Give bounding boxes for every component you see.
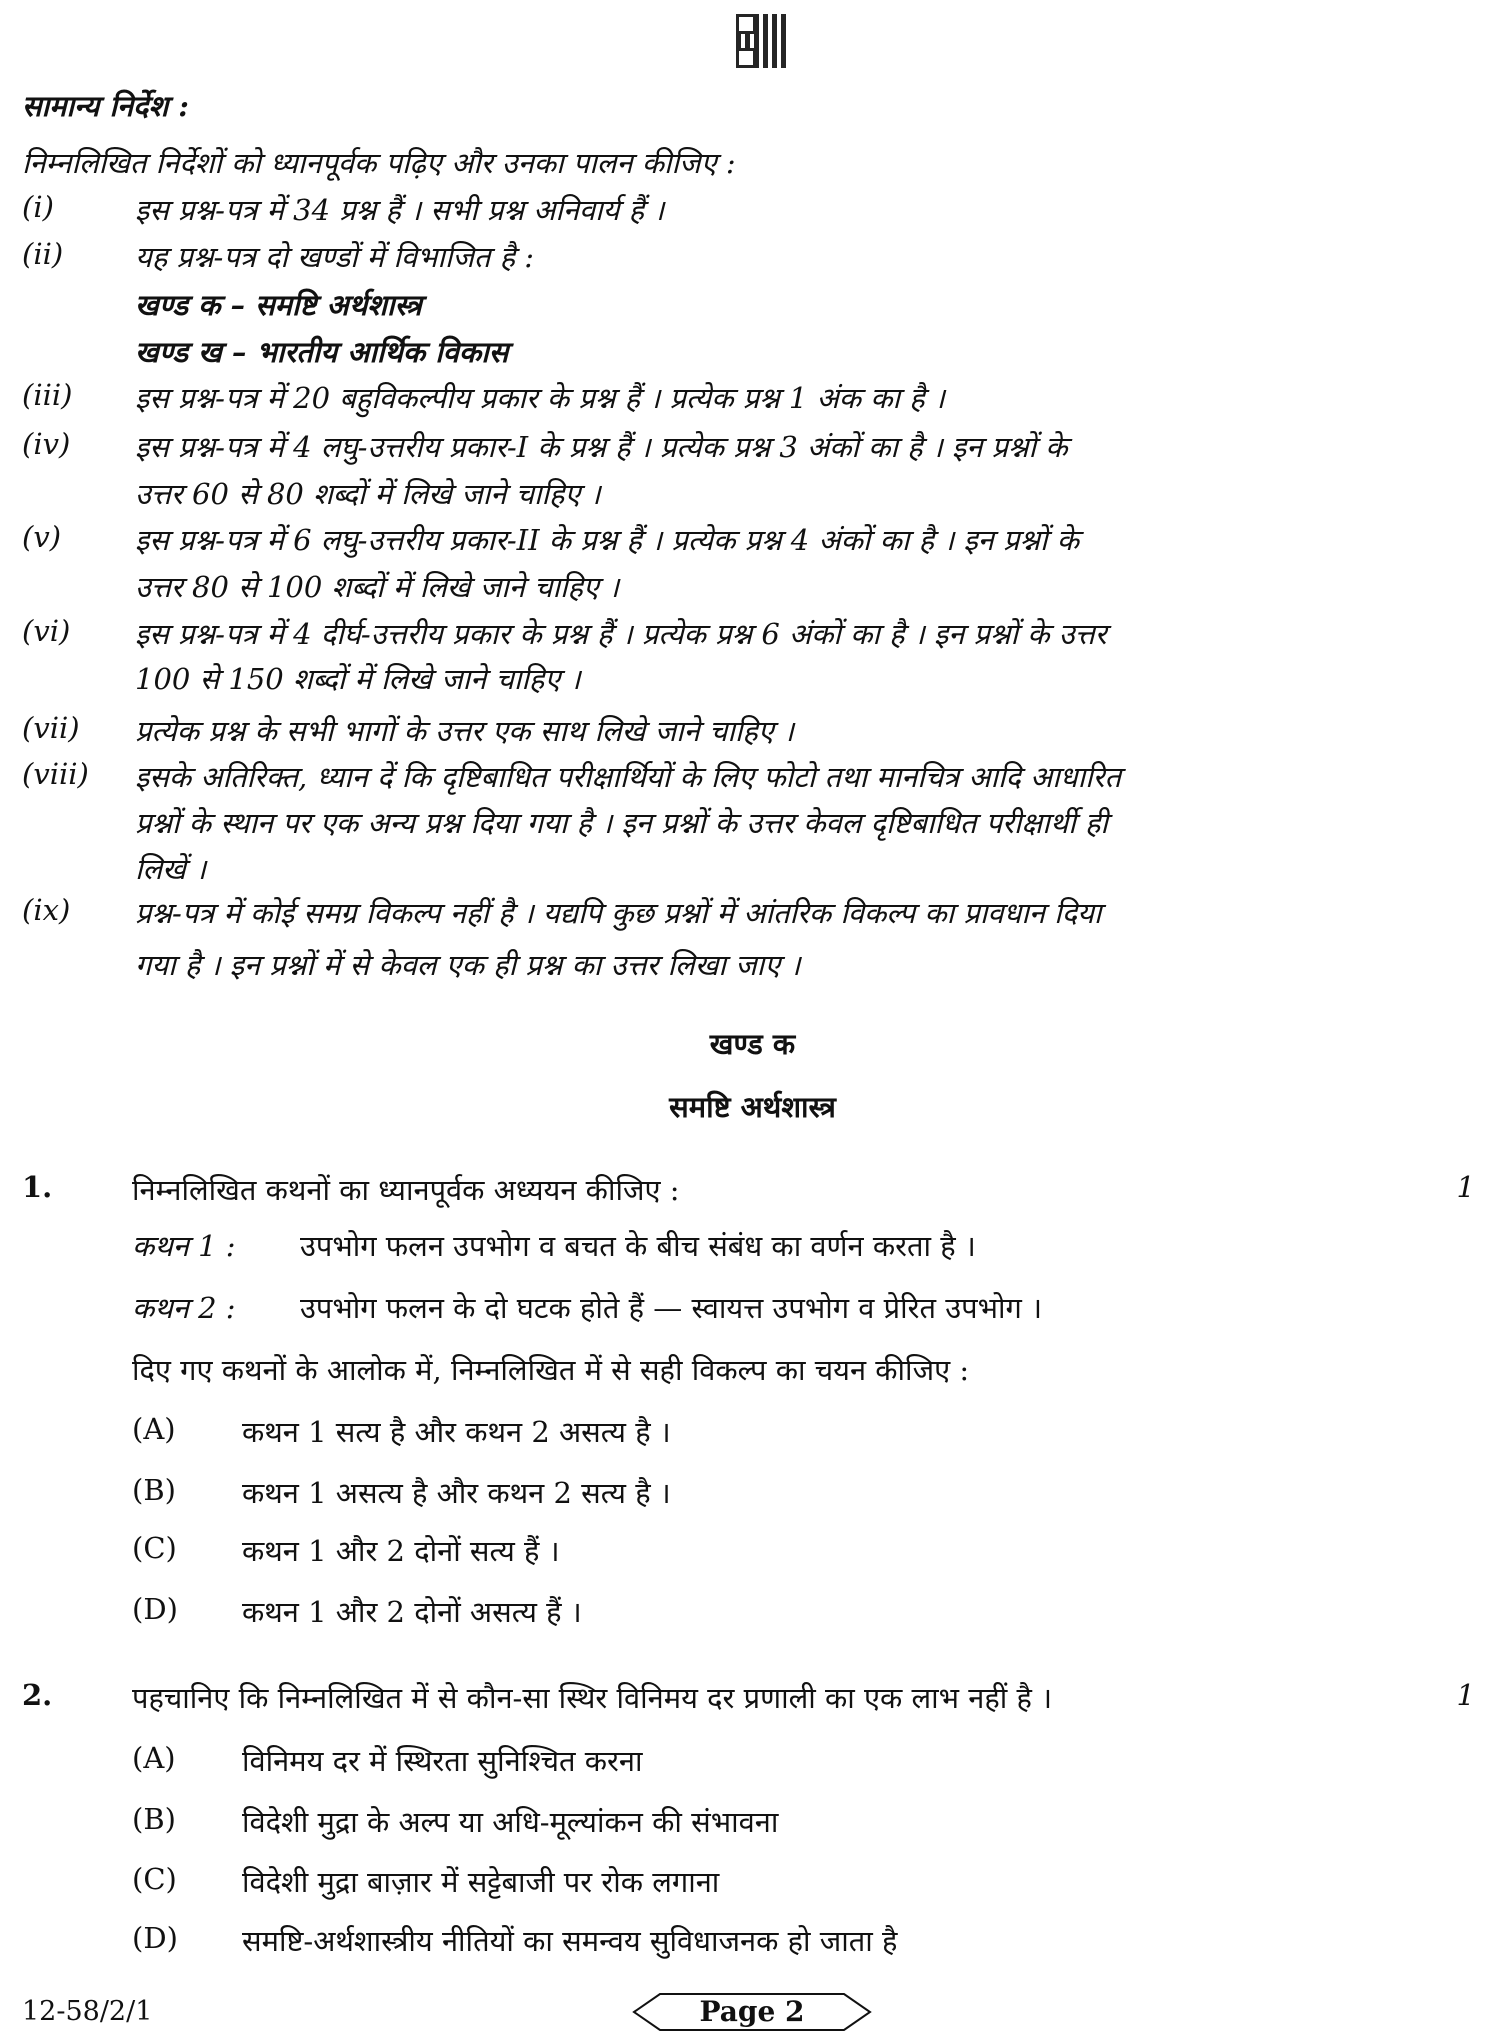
instruction-label: (iii) xyxy=(22,378,73,412)
instruction-text: उत्तर 80 से 100 शब्दों में लिखे जाने चाहिए । xyxy=(135,570,620,604)
option-text: विनिमय दर में स्थिरता सुनिश्चित करना xyxy=(242,1744,643,1778)
instruction-text: इस प्रश्न-पत्र में 6 लघु-उत्तरीय प्रकार-II के प्रश्न हैं । प्रत्येक प्रश्न 4 अंकों का है । इन प्रश्नों के xyxy=(135,523,1080,557)
instruction-text: इस प्रश्न-पत्र में 34 प्रश्न हैं । सभी प्रश्न अनिवार्य हैं । xyxy=(135,193,665,227)
instruction-label: (i) xyxy=(22,190,54,224)
instruction-text: इस प्रश्न-पत्र में 4 लघु-उत्तरीय प्रकार-I के प्रश्न हैं । प्रत्येक प्रश्न 3 अंकों का है । इन प्रश्नों के xyxy=(135,430,1068,464)
instruction-label: (vii) xyxy=(22,711,80,745)
instruction-label: (ii) xyxy=(22,237,64,271)
option-label: (D) xyxy=(132,1921,178,1955)
option-text: कथन 1 सत्य है और कथन 2 असत्य है । xyxy=(242,1415,671,1449)
instruction-text: गया है । इन प्रश्नों में से केवल एक ही प्रश्न का उत्तर लिखा जाए । xyxy=(135,948,801,982)
instruction-text: प्रत्येक प्रश्न के सभी भागों के उत्तर एक साथ लिखे जाने चाहिए । xyxy=(135,714,795,748)
statement-label: कथन 2 : xyxy=(132,1291,236,1325)
instruction-text: इसके अतिरिक्त, ध्यान दें कि दृष्टिबाधित परीक्षार्थियों के लिए फोटो तथा मानचित्र आदि आधारित xyxy=(135,760,1122,794)
instruction-label: (iv) xyxy=(22,427,71,461)
option-label: (A) xyxy=(132,1412,176,1446)
statement-text: उपभोग फलन उपभोग व बचत के बीच संबंध का वर्णन करता है । xyxy=(300,1229,976,1263)
option-label: (B) xyxy=(132,1802,176,1836)
instruction-text: उत्तर 60 से 80 शब्दों में लिखे जाने चाहिए । xyxy=(135,477,601,511)
question-text: पहचानिए कि निम्नलिखित में से कौन-सा स्थिर विनिमय दर प्रणाली का एक लाभ नहीं है । xyxy=(132,1681,1053,1715)
section-title: खण्ड क xyxy=(709,1027,796,1061)
instructions-intro: निम्नलिखित निर्देशों को ध्यानपूर्वक पढ़िए और उनका पालन कीजिए : xyxy=(22,146,736,180)
instruction-label: (viii) xyxy=(22,757,89,791)
option-text: विदेशी मुद्रा के अल्प या अधि-मूल्यांकन की संभावना xyxy=(242,1805,779,1839)
page-number-badge xyxy=(632,1992,872,2032)
question-marks: 1 xyxy=(1456,1170,1475,1204)
paper-code: 12-58/2/1 xyxy=(22,1996,153,2027)
statement-text: उपभोग फलन के दो घटक होते हैं — स्वायत्त उपभोग व प्रेरित उपभोग । xyxy=(300,1291,1043,1325)
qr-code xyxy=(736,14,788,68)
option-label: (C) xyxy=(132,1531,177,1565)
question-number: 1. xyxy=(22,1170,53,1204)
option-text: समष्टि-अर्थशास्त्रीय नीतियों का समन्वय सुविधाजनक हो जाता है xyxy=(242,1924,898,1958)
option-label: (B) xyxy=(132,1473,176,1507)
question-prompt: दिए गए कथनों के आलोक में, निम्नलिखित में से सही विकल्प का चयन कीजिए : xyxy=(132,1353,970,1387)
instruction-text: इस प्रश्न-पत्र में 20 बहुविकल्पीय प्रकार के प्रश्न हैं । प्रत्येक प्रश्न 1 अंक का है । xyxy=(135,381,945,415)
instruction-text: यह प्रश्न-पत्र दो खण्डों में विभाजित है : xyxy=(135,240,535,274)
option-text: कथन 1 और 2 दोनों सत्य हैं । xyxy=(242,1534,560,1568)
page-number: Page 2 xyxy=(699,1995,805,2028)
instructions-heading: सामान्य निर्देश : xyxy=(22,89,189,123)
question-number: 2. xyxy=(22,1678,53,1712)
question-text: निम्नलिखित कथनों का ध्यानपूर्वक अध्ययन कीजिए : xyxy=(132,1173,680,1207)
option-text: कथन 1 असत्य है और कथन 2 सत्य है । xyxy=(242,1476,671,1510)
instruction-text: प्रश्नों के स्थान पर एक अन्य प्रश्न दिया गया है । इन प्रश्नों के उत्तर केवल दृष्टिबाधित परीक्षार्थी ही xyxy=(135,806,1108,840)
statement-label: कथन 1 : xyxy=(132,1229,236,1263)
instruction-text: इस प्रश्न-पत्र में 4 दीर्घ-उत्तरीय प्रकार के प्रश्न हैं । प्रत्येक प्रश्न 6 अंकों का है । इन प्रश्नों के उत्तर xyxy=(135,617,1107,651)
option-label: (C) xyxy=(132,1862,177,1896)
instruction-text: प्रश्न-पत्र में कोई समग्र विकल्प नहीं है । यद्यपि कुछ प्रश्नों में आंतरिक विकल्प का प्रावधान दिया xyxy=(135,896,1102,930)
instruction-text: लिखें । xyxy=(135,852,207,886)
option-text: कथन 1 और 2 दोनों असत्य हैं । xyxy=(242,1595,582,1629)
instruction-text: खण्ड क – समष्टि अर्थशास्त्र xyxy=(135,288,422,322)
option-text: विदेशी मुद्रा बाज़ार में सट्टेबाजी पर रोक लगाना xyxy=(242,1865,720,1899)
option-label: (A) xyxy=(132,1741,176,1775)
instruction-label: (vi) xyxy=(22,614,71,648)
instruction-text: खण्ड ख – भारतीय आर्थिक विकास xyxy=(135,335,509,369)
section-subtitle: समष्टि अर्थशास्त्र xyxy=(669,1090,836,1124)
instruction-text: 100 से 150 शब्दों में लिखे जाने चाहिए । xyxy=(135,662,581,696)
option-label: (D) xyxy=(132,1592,178,1626)
question-marks: 1 xyxy=(1456,1678,1475,1712)
instruction-label: (ix) xyxy=(22,893,71,927)
instruction-label: (v) xyxy=(22,520,62,554)
